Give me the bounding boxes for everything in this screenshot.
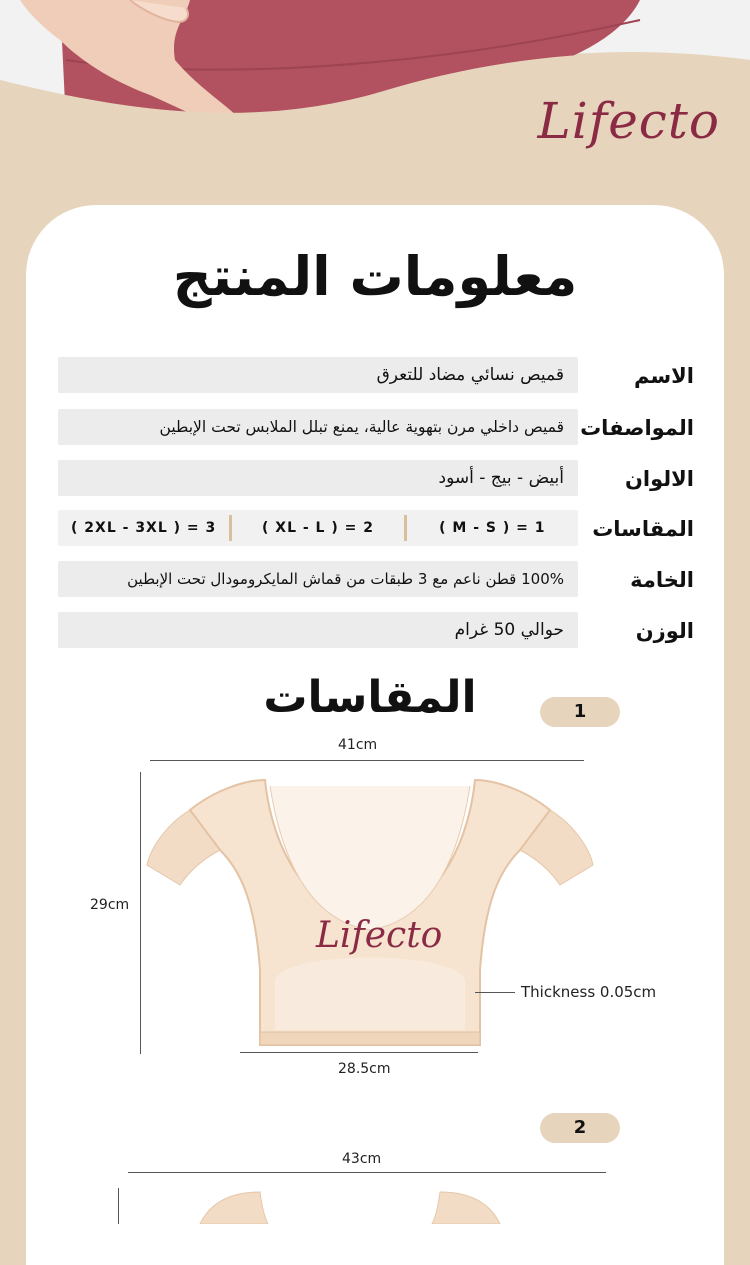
size-option-3: ( 2XL - 3XL ) = 3: [71, 520, 217, 536]
row-value-colors: أبيض - بيج - أسود: [438, 468, 564, 488]
row-label-sizes: المقاسات: [592, 517, 694, 541]
height-line: [140, 772, 141, 1054]
row-value-weight: حوالي 50 غرام: [454, 620, 564, 640]
row-bar-colors: [58, 460, 578, 496]
row-bar-weight: [58, 612, 578, 648]
size-1-height: 29cm: [90, 897, 130, 913]
row-value-material: 100% قطن ناعم مع 3 طبقات من قماش المايكرومودال تحت الإبطين: [127, 570, 564, 588]
row-label-weight: الوزن: [635, 619, 694, 643]
row-bar-specs: [58, 409, 578, 445]
row-value-specs: قميص داخلي مرن بتهوية عالية، يمنع تبلل الملابس تحت الإبطين: [159, 418, 564, 436]
size-2-height-line: [118, 1188, 119, 1224]
row-label-name: الاسم: [634, 364, 694, 388]
row-bar-material: [58, 561, 578, 597]
sizes-section-title: المقاسات: [263, 672, 477, 723]
size-option-1: ( M - S ) = 1: [439, 520, 546, 536]
top-width-line: [150, 760, 584, 761]
row-label-colors: الالوان: [624, 467, 694, 491]
row-bar-name: [58, 357, 578, 393]
page-title: معلومات المنتج: [172, 245, 578, 308]
size-option-2: ( XL - L ) = 2: [262, 520, 374, 536]
row-bar-sizes: [58, 510, 578, 546]
row-value-name: قميص نسائي مضاد للتعرق: [376, 365, 564, 385]
thickness-pointer-line: [475, 992, 515, 993]
size-2-width-line: [128, 1172, 606, 1173]
bottom-width-line: [240, 1052, 478, 1053]
size-1-top-width: 41cm: [338, 737, 378, 753]
garment-size-2-illustration: [170, 1188, 530, 1224]
size-2-top-width: 43cm: [342, 1151, 382, 1167]
brand-logo-top: Lifecto: [537, 92, 720, 150]
size-1-badge: 1: [540, 697, 620, 727]
row-label-material: الخامة: [630, 568, 694, 592]
size-1-bottom-width: 28.5cm: [338, 1061, 391, 1077]
size-2-badge: 2: [540, 1113, 620, 1143]
sizes-list: [58, 510, 578, 546]
hero-banner: [0, 0, 750, 200]
row-label-specs: المواصفات: [580, 416, 694, 440]
brand-logo-garment: Lifecto: [316, 915, 443, 956]
size-1-thickness: Thickness 0.05cm: [521, 983, 657, 1001]
